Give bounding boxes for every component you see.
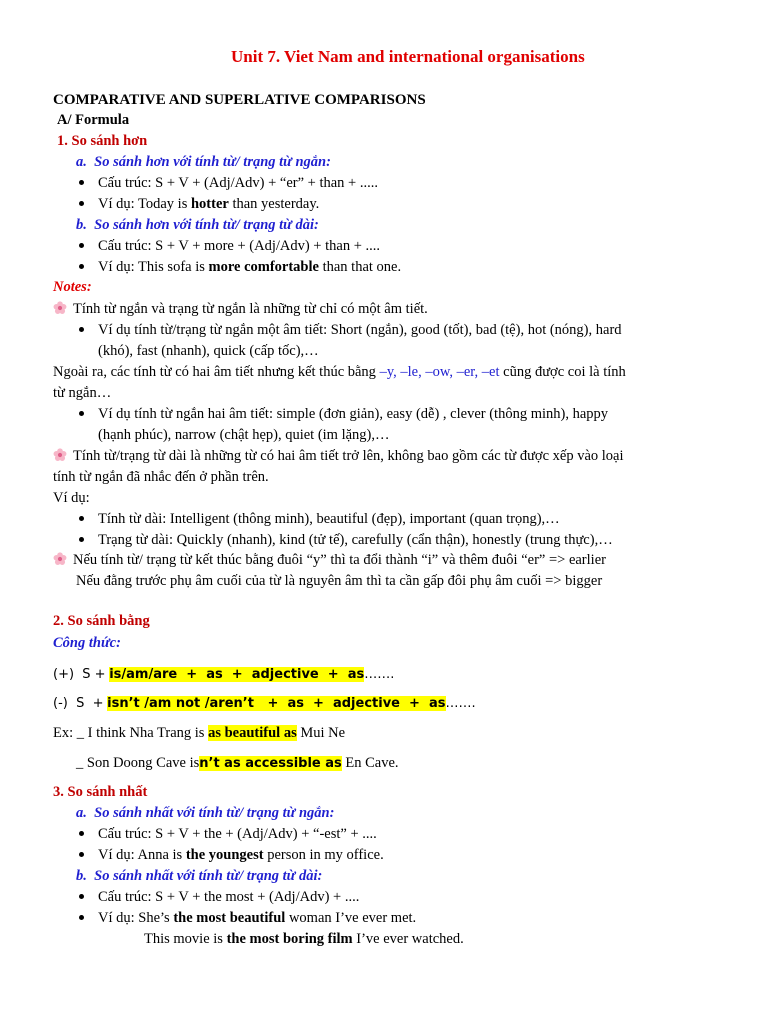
section-1b-structure: Cấu trúc: S + V + more + (Adj/Adv) + than + ....	[98, 238, 380, 254]
example-text: person in my office.	[263, 847, 384, 863]
example-text: woman I’ve ever met.	[285, 910, 417, 926]
bullet-icon	[79, 516, 84, 521]
example-text: Ex: _ I think Nha Trang is	[53, 725, 209, 741]
note-2-example-line2: (hạnh phúc), narrow (chật hẹp), quiet (im lặng),…	[98, 427, 390, 443]
section-3b-structure: Cấu trúc: S + V + the most + (Adj/Adv) + ....	[98, 889, 360, 905]
note-text: Nếu tính từ/ trạng từ kết thúc bằng đuôi “y” thì ta đổi thành “i” và thêm đuôi “er” => earlier	[73, 552, 606, 568]
example-highlight: as beautiful as	[208, 725, 297, 741]
section-3a-title: a. So sánh nhất với tính từ/ trạng từ ngắn:	[76, 805, 335, 821]
section-3b-title: b. So sánh nhất với tính từ/ trạng từ dài:	[76, 868, 323, 884]
note-text: Ngoài ra, các tính từ có hai âm tiết nhưng kết thúc bằng	[53, 364, 380, 380]
bullet-icon	[79, 243, 84, 248]
section-3b-example	[98, 909, 416, 927]
example-text: Ví dụ: Today is	[98, 196, 191, 212]
note-3-line2: tính từ ngắn đã nhắc đến ở phần trên.	[53, 469, 269, 485]
note-3-bullet-2: Trạng từ dài: Quickly (nhanh), kind (tử tế), carefully (cẩn thận), honestly (trung thực),…	[98, 532, 613, 548]
example-text: This movie is	[144, 931, 227, 947]
example-keyword: more comfortable	[208, 259, 319, 275]
suffix-list: –y, –le, –ow, –er, –et	[379, 364, 500, 380]
note-3-example-label: Ví dụ:	[53, 490, 90, 506]
section-3b-example-2	[144, 930, 464, 948]
note-2-example-line1: Ví dụ tính từ ngắn hai âm tiết: simple (đơn giản), easy (dễ) , clever (thông minh), happy	[98, 406, 609, 422]
page-title: Unit 7. Viet Nam and international organisations	[231, 47, 585, 66]
bullet-icon	[79, 831, 84, 836]
example-keyword: hotter	[190, 196, 229, 212]
example-text: than that one.	[318, 259, 402, 275]
example-text: Mui Ne	[296, 725, 346, 741]
formula-positive	[53, 665, 394, 684]
example-keyword: the youngest	[185, 847, 264, 863]
note-1	[53, 300, 428, 318]
note-4-line1	[53, 551, 606, 569]
example-text: Ví dụ: This sofa is	[98, 259, 209, 275]
note-text: cũng được coi là tính	[499, 364, 626, 380]
formula-highlight: isn’t /am not /aren’t + as + adjective + as	[107, 696, 446, 711]
formula-label: Công thức:	[53, 635, 121, 651]
section-a-heading: A/ Formula	[57, 112, 130, 128]
formula-suffix: …….	[364, 667, 395, 682]
section-1a-example	[98, 195, 319, 213]
bullet-icon	[79, 264, 84, 269]
note-2-line1	[53, 363, 626, 381]
bullet-icon	[79, 201, 84, 206]
formula-prefix: (+) S +	[53, 667, 106, 682]
note-text: Tính từ ngắn và trạng từ ngắn là những từ chỉ có một âm tiết.	[73, 301, 428, 317]
formula-suffix: …….	[445, 696, 476, 711]
example-text: Ví dụ: She’s	[98, 910, 174, 926]
example-text: than yesterday.	[228, 196, 320, 212]
bullet-icon	[79, 852, 84, 857]
section-1-title: 1. So sánh hơn	[57, 133, 148, 149]
note-3-line1	[53, 447, 624, 465]
example-keyword: the most boring film	[226, 931, 353, 947]
formula-highlight: is/am/are + as + adjective + as	[109, 667, 365, 682]
section-1a-title: a. So sánh hơn với tính từ/ trạng từ ngắn:	[76, 154, 331, 170]
example-text: En Cave.	[341, 755, 399, 771]
note-2-line2: từ ngắn…	[53, 385, 112, 401]
section-1b-title: b. So sánh hơn với tính từ/ trạng từ dài:	[76, 217, 319, 233]
note-4-line2: Nếu đằng trước phụ âm cuối của từ là nguyên âm thì ta cần gấp đôi phụ âm cuối => bigger	[76, 573, 603, 589]
bullet-icon	[79, 894, 84, 899]
example-text: Ví dụ: Anna is	[98, 847, 186, 863]
formula-prefix: (-) S +	[53, 696, 104, 711]
flower-icon	[53, 552, 67, 566]
section-2-example-2	[76, 754, 399, 773]
example-highlight: n’t as accessible as	[199, 756, 342, 771]
section-3a-structure: Cấu trúc: S + V + the + (Adj/Adv) + “-est” + ....	[98, 826, 377, 842]
section-2-example-1	[53, 724, 345, 742]
bullet-icon	[79, 327, 84, 332]
example-text: I’ve ever watched.	[352, 931, 464, 947]
bullet-icon	[79, 180, 84, 185]
example-text: _ Son Doong Cave is	[76, 755, 200, 771]
section-2-title: 2. So sánh bằng	[53, 613, 150, 629]
flower-icon	[53, 301, 67, 315]
bullet-icon	[79, 537, 84, 542]
note-3-bullet-1: Tính từ dài: Intelligent (thông minh), beautiful (đẹp), important (quan trọng),…	[98, 511, 560, 527]
section-3-title: 3. So sánh nhất	[53, 784, 148, 800]
section-3a-example	[98, 846, 384, 864]
flower-icon	[53, 448, 67, 462]
section-1a-structure: Cấu trúc: S + V + (Adj/Adv) + “er” + than + .....	[98, 175, 378, 191]
main-heading: COMPARATIVE AND SUPERLATIVE COMPARISONS	[53, 92, 426, 108]
note-1-example-line1: Ví dụ tính từ/trạng từ ngắn một âm tiết: Short (ngắn), good (tốt), bad (tệ), hot (nóng), hard	[98, 322, 622, 338]
section-1b-example	[98, 258, 401, 276]
bullet-icon	[79, 915, 84, 920]
notes-label: Notes:	[53, 279, 92, 295]
formula-negative	[53, 694, 476, 713]
example-keyword: the most beautiful	[173, 910, 286, 926]
note-1-example-line2: (khó), fast (nhanh), quick (cấp tốc),…	[98, 343, 319, 359]
note-text: Tính từ/trạng từ dài là những từ có hai âm tiết trở lên, không bao gồm các từ được xếp vào loại	[73, 448, 624, 464]
bullet-icon	[79, 411, 84, 416]
